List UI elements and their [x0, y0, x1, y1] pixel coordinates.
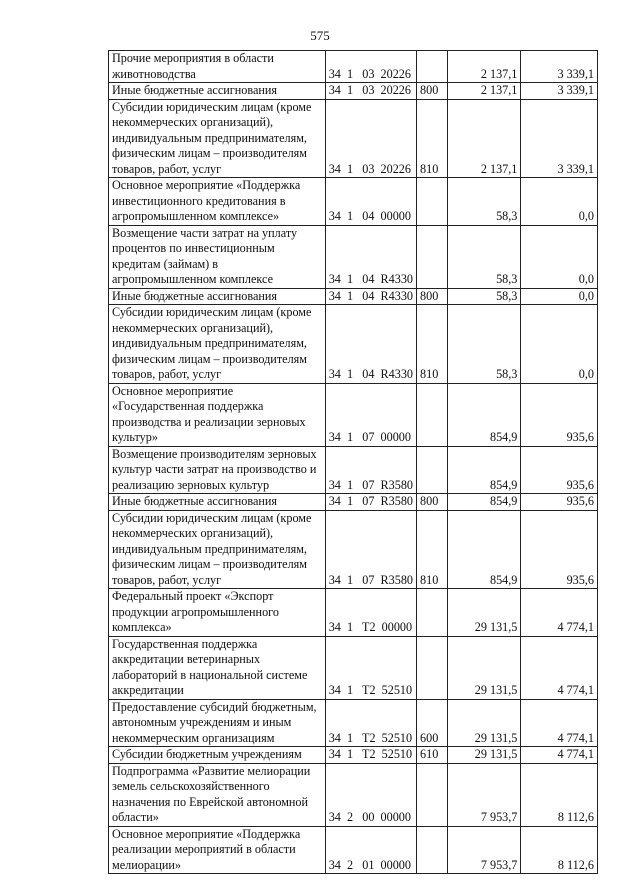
table-row	[109, 699, 598, 747]
row-name: Основное мероприятие «Государственная поддержка производства и реализации зерновых культур»	[109, 383, 326, 446]
row-vr: 600	[417, 699, 448, 747]
table-row	[109, 51, 598, 83]
row-value-2: 935,6	[521, 494, 598, 511]
row-code: 34 1 07 R3580	[325, 446, 416, 494]
row-code: 34 1 T2 52510	[325, 699, 416, 747]
row-code: 34 2 00 00000	[325, 763, 416, 826]
row-vr: 810	[417, 305, 448, 384]
row-name: Субсидии бюджетным учреждениям	[109, 747, 326, 764]
row-value-2: 8 112,6	[521, 763, 598, 826]
row-vr: 800	[417, 288, 448, 305]
row-value-1: 2 137,1	[447, 51, 521, 83]
row-value-1: 29 131,5	[447, 747, 521, 764]
table-row	[109, 589, 598, 637]
row-name: Государственная поддержка аккредитации ветеринарных лабораторий в национальной системе аккредитации	[109, 636, 326, 699]
table-row	[109, 826, 598, 874]
row-name: Предоставление субсидий бюджетным, автономным учреждениям и иным некоммерческим организациям	[109, 699, 326, 747]
row-vr	[417, 178, 448, 226]
row-value-2: 0,0	[521, 225, 598, 288]
row-code: 34 1 T2 52510	[325, 747, 416, 764]
row-vr	[417, 589, 448, 637]
row-value-2: 4 774,1	[521, 636, 598, 699]
row-code: 34 1 04 R4330	[325, 305, 416, 384]
row-vr	[417, 636, 448, 699]
page-number: 575	[310, 28, 330, 43]
row-value-1: 58,3	[447, 288, 521, 305]
row-code: 34 2 01 00000	[325, 826, 416, 874]
table-row	[109, 510, 598, 589]
row-value-1: 58,3	[447, 305, 521, 384]
row-name: Прочие мероприятия в области животноводства	[109, 51, 326, 83]
row-value-1: 854,9	[447, 494, 521, 511]
row-value-1: 7 953,7	[447, 826, 521, 874]
row-value-1: 854,9	[447, 446, 521, 494]
row-value-1: 29 131,5	[447, 589, 521, 637]
row-value-2: 3 339,1	[521, 99, 598, 178]
row-value-1: 2 137,1	[447, 99, 521, 178]
table-row	[109, 763, 598, 826]
table-row	[109, 99, 598, 178]
row-code: 34 1 04 R4330	[325, 225, 416, 288]
row-name: Иные бюджетные ассигнования	[109, 83, 326, 100]
row-name: Субсидии юридическим лицам (кроме некоммерческих организаций), индивидуальным предпринимателям, физическим лицам – производителям товаров, работ, услуг	[109, 99, 326, 178]
row-name: Иные бюджетные ассигнования	[109, 288, 326, 305]
row-name: Федеральный проект «Экспорт продукции агропромышленного комплекса»	[109, 589, 326, 637]
row-vr: 610	[417, 747, 448, 764]
row-code: 34 1 03 20226	[325, 83, 416, 100]
row-name: Основное мероприятие «Поддержка реализации мероприятий в области мелиорации»	[109, 826, 326, 874]
row-value-2: 3 339,1	[521, 51, 598, 83]
row-code: 34 1 07 00000	[325, 383, 416, 446]
row-vr	[417, 383, 448, 446]
row-value-2: 4 774,1	[521, 747, 598, 764]
row-name: Иные бюджетные ассигнования	[109, 494, 326, 511]
table-row	[109, 636, 598, 699]
row-value-2: 8 112,6	[521, 826, 598, 874]
row-name: Подпрограмма «Развитие мелиорации земель сельскохозяйственного назначения по Еврейской автономной области»	[109, 763, 326, 826]
row-vr	[417, 446, 448, 494]
row-code: 34 1 04 R4330	[325, 288, 416, 305]
row-value-2: 0,0	[521, 178, 598, 226]
row-value-1: 2 137,1	[447, 83, 521, 100]
table-row	[109, 747, 598, 764]
row-vr	[417, 225, 448, 288]
table-row	[109, 178, 598, 226]
row-name: Возмещение производителям зерновых культур части затрат на производство и реализацию зерновых культур	[109, 446, 326, 494]
row-name: Основное мероприятие «Поддержка инвестиционного кредитования в агропромышленном комплексе»	[109, 178, 326, 226]
row-value-2: 4 774,1	[521, 699, 598, 747]
row-code: 34 1 03 20226	[325, 99, 416, 178]
row-vr: 810	[417, 99, 448, 178]
row-vr: 800	[417, 83, 448, 100]
row-value-2: 0,0	[521, 305, 598, 384]
table-row	[109, 225, 598, 288]
row-value-1: 58,3	[447, 225, 521, 288]
row-value-2: 935,6	[521, 510, 598, 589]
table-row	[109, 288, 598, 305]
row-value-2: 4 774,1	[521, 589, 598, 637]
row-value-1: 29 131,5	[447, 699, 521, 747]
row-value-1: 58,3	[447, 178, 521, 226]
row-vr	[417, 763, 448, 826]
row-value-2: 3 339,1	[521, 83, 598, 100]
row-code: 34 1 T2 52510	[325, 636, 416, 699]
row-vr	[417, 826, 448, 874]
row-value-1: 854,9	[447, 383, 521, 446]
row-code: 34 1 07 R3580	[325, 510, 416, 589]
table-row	[109, 83, 598, 100]
row-value-2: 935,6	[521, 446, 598, 494]
row-value-1: 29 131,5	[447, 636, 521, 699]
row-value-2: 935,6	[521, 383, 598, 446]
row-vr: 800	[417, 494, 448, 511]
row-code: 34 1 03 20226	[325, 51, 416, 83]
budget-table	[108, 50, 598, 874]
row-name: Возмещение части затрат на уплату процентов по инвестиционным кредитам (займам) в агропромышленном комплексе	[109, 225, 326, 288]
row-vr	[417, 51, 448, 83]
row-name: Субсидии юридическим лицам (кроме некоммерческих организаций), индивидуальным предпринимателям, физическим лицам – производителям товаров, работ, услуг	[109, 510, 326, 589]
table-row	[109, 494, 598, 511]
row-value-1: 854,9	[447, 510, 521, 589]
table-row	[109, 305, 598, 384]
row-value-2: 0,0	[521, 288, 598, 305]
row-code: 34 1 T2 00000	[325, 589, 416, 637]
row-name: Субсидии юридическим лицам (кроме некоммерческих организаций), индивидуальным предпринимателям, физическим лицам – производителям товаров, работ, услуг	[109, 305, 326, 384]
table-row	[109, 446, 598, 494]
row-value-1: 7 953,7	[447, 763, 521, 826]
row-code: 34 1 07 R3580	[325, 494, 416, 511]
table-row	[109, 383, 598, 446]
row-code: 34 1 04 00000	[325, 178, 416, 226]
row-vr: 810	[417, 510, 448, 589]
